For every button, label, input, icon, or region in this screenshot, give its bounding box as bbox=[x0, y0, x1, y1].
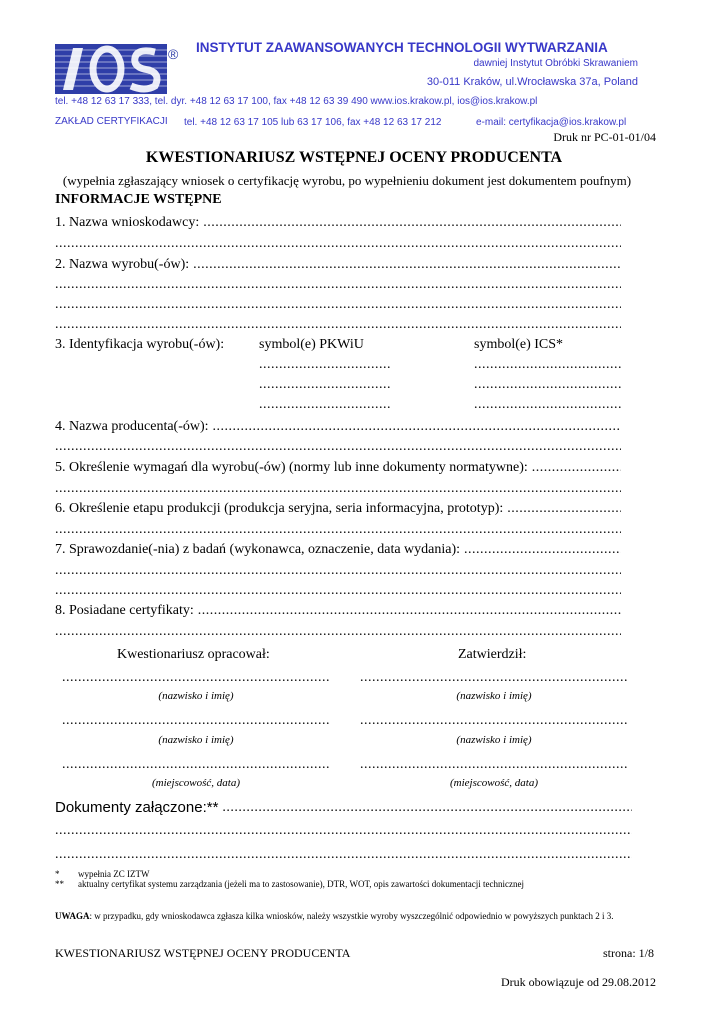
fill-line[interactable] bbox=[55, 562, 621, 580]
pkwiu-fill-line[interactable] bbox=[259, 357, 391, 373]
fill-line[interactable] bbox=[55, 316, 621, 334]
fill-line[interactable] bbox=[222, 799, 632, 817]
note bbox=[55, 911, 614, 921]
ics-fill-line[interactable] bbox=[474, 377, 621, 393]
field-label: 1. Nazwa wnioskodawcy: bbox=[55, 215, 200, 230]
name-caption: (nazwisko i imię) bbox=[456, 690, 532, 702]
footer-page-number: strona: 1/8 bbox=[603, 946, 654, 960]
prepared-by-name-line[interactable] bbox=[62, 712, 330, 730]
fill-line[interactable] bbox=[203, 214, 621, 232]
document-subtitle: (wypełnia zgłaszający wniosek o certyfikację wyrobu, po wypełnieniu dokument jest dokumentem poufnym) bbox=[62, 173, 632, 188]
approved-by-name-line[interactable] bbox=[360, 712, 628, 730]
note-label: UWAGA bbox=[55, 911, 90, 921]
fill-line[interactable] bbox=[193, 256, 621, 274]
field-product-name[interactable] bbox=[55, 256, 621, 274]
fill-line[interactable] bbox=[55, 623, 621, 641]
address: 30-011 Kraków, ul.Wrocławska 37a, Poland bbox=[426, 76, 638, 88]
former-name: dawniej Instytut Obróbki Skrawaniem bbox=[473, 58, 638, 69]
footnote-text: wypełnia ZC IZTW bbox=[78, 869, 150, 879]
name-caption: (nazwisko i imię) bbox=[456, 734, 532, 746]
fill-line[interactable] bbox=[55, 521, 621, 539]
attachments-field[interactable] bbox=[55, 799, 632, 817]
approved-by-label: Zatwierdził: bbox=[458, 647, 527, 662]
section-title: INFORMACJE WSTĘPNE bbox=[55, 192, 222, 207]
fill-line[interactable] bbox=[507, 500, 621, 518]
name-caption: (nazwisko i imię) bbox=[158, 734, 234, 746]
field-label: 7. Sprawozdanie(-nia) z badań (wykonawca, oznaczenie, data wydania): bbox=[55, 542, 461, 557]
field-requirements[interactable] bbox=[55, 459, 621, 477]
department-email: e-mail: certyfikacja@ios.krakow.pl bbox=[476, 117, 627, 128]
footnote-text: aktualny certyfikat systemu zarządzania (jeżeli ma to zastosowanie), DTR, WOT, opis zawartości dokumentacji technicznej bbox=[78, 879, 524, 889]
contact-line: tel. +48 12 63 17 333, tel. dyr. +48 12 63 17 100, fax +48 12 63 39 490 www.ios.krakow.pl, ios@ios.krakow.pl bbox=[55, 96, 538, 107]
ics-column-label: symbol(e) ICS* bbox=[474, 337, 564, 352]
field-label: 3. Identyfikacja wyrobu(-ów): bbox=[55, 337, 225, 352]
approved-by-date-line[interactable] bbox=[360, 756, 628, 774]
approved-by-name-line[interactable] bbox=[360, 669, 628, 687]
field-label: 4. Nazwa producenta(-ów): bbox=[55, 419, 209, 434]
footnote-mark: ** bbox=[55, 879, 64, 889]
ics-fill-line[interactable] bbox=[474, 397, 621, 413]
prepared-by-name-line[interactable] bbox=[62, 669, 330, 687]
institute-name: INSTYTUT ZAAWANSOWANYCH TECHNOLOGII WYTWARZANIA bbox=[196, 40, 608, 55]
document-title: KWESTIONARIUSZ WSTĘPNEJ OCENY PRODUCENTA bbox=[145, 149, 563, 166]
note-text: : w przypadku, gdy wnioskodawca zgłasza kilka wniosków, należy wszystkie wyroby wyszczególnić odpowiednio w powyższych punktach 2 i 3. bbox=[89, 911, 614, 921]
footnote-mark: * bbox=[55, 869, 60, 879]
department-name: ZAKŁAD CERTYFIKACJI bbox=[55, 116, 168, 127]
fill-line[interactable] bbox=[213, 418, 621, 436]
department-phones: tel. +48 12 63 17 105 lub 63 17 106, fax +48 12 63 17 212 bbox=[184, 117, 442, 128]
field-producer-name[interactable] bbox=[55, 418, 621, 436]
ics-fill-line[interactable] bbox=[474, 357, 621, 373]
footer-valid-from: Druk obowiązuje od 29.08.2012 bbox=[501, 975, 656, 989]
pkwiu-column-label: symbol(e) PKWiU bbox=[259, 337, 364, 352]
fill-line[interactable] bbox=[55, 296, 621, 314]
place-date-caption: (miejscowość, data) bbox=[152, 777, 240, 789]
fill-line[interactable] bbox=[464, 541, 621, 559]
attachments-label: Dokumenty załączone:** bbox=[55, 799, 219, 816]
field-label: 5. Określenie wymagań dla wyrobu(-ów) (normy lub inne dokumenty normatywne): bbox=[55, 460, 528, 475]
fill-line[interactable] bbox=[55, 480, 621, 498]
field-test-reports[interactable] bbox=[55, 541, 621, 559]
form-number: Druk nr PC-01-01/04 bbox=[553, 130, 656, 144]
fill-line[interactable] bbox=[198, 602, 621, 620]
prepared-by-label: Kwestionariusz opracował: bbox=[117, 647, 270, 662]
place-date-caption: (miejscowość, data) bbox=[450, 777, 538, 789]
fill-line[interactable] bbox=[55, 276, 621, 294]
logo bbox=[55, 44, 167, 94]
footer-document-name: KWESTIONARIUSZ WSTĘPNEJ OCENY PRODUCENTA bbox=[55, 946, 351, 960]
field-certificates[interactable] bbox=[55, 602, 621, 620]
fill-line[interactable] bbox=[55, 438, 621, 456]
pkwiu-fill-line[interactable] bbox=[259, 377, 391, 393]
field-label: 8. Posiadane certyfikaty: bbox=[55, 603, 194, 618]
pkwiu-fill-line[interactable] bbox=[259, 397, 391, 413]
fill-line[interactable] bbox=[532, 459, 621, 477]
ios-logo-graphic bbox=[55, 44, 167, 94]
field-label: 6. Określenie etapu produkcji (produkcja seryjna, seria informacyjna, prototyp): bbox=[55, 501, 504, 516]
field-production-stage[interactable] bbox=[55, 500, 621, 518]
fill-line[interactable] bbox=[55, 235, 621, 253]
fill-line[interactable] bbox=[55, 822, 632, 840]
field-applicant-name[interactable] bbox=[55, 214, 621, 232]
fill-line[interactable] bbox=[55, 582, 621, 600]
field-label: 2. Nazwa wyrobu(-ów): bbox=[55, 257, 190, 272]
prepared-by-date-line[interactable] bbox=[62, 756, 330, 774]
fill-line[interactable] bbox=[55, 846, 632, 864]
registered-mark: ® bbox=[168, 46, 179, 62]
name-caption: (nazwisko i imię) bbox=[158, 690, 234, 702]
